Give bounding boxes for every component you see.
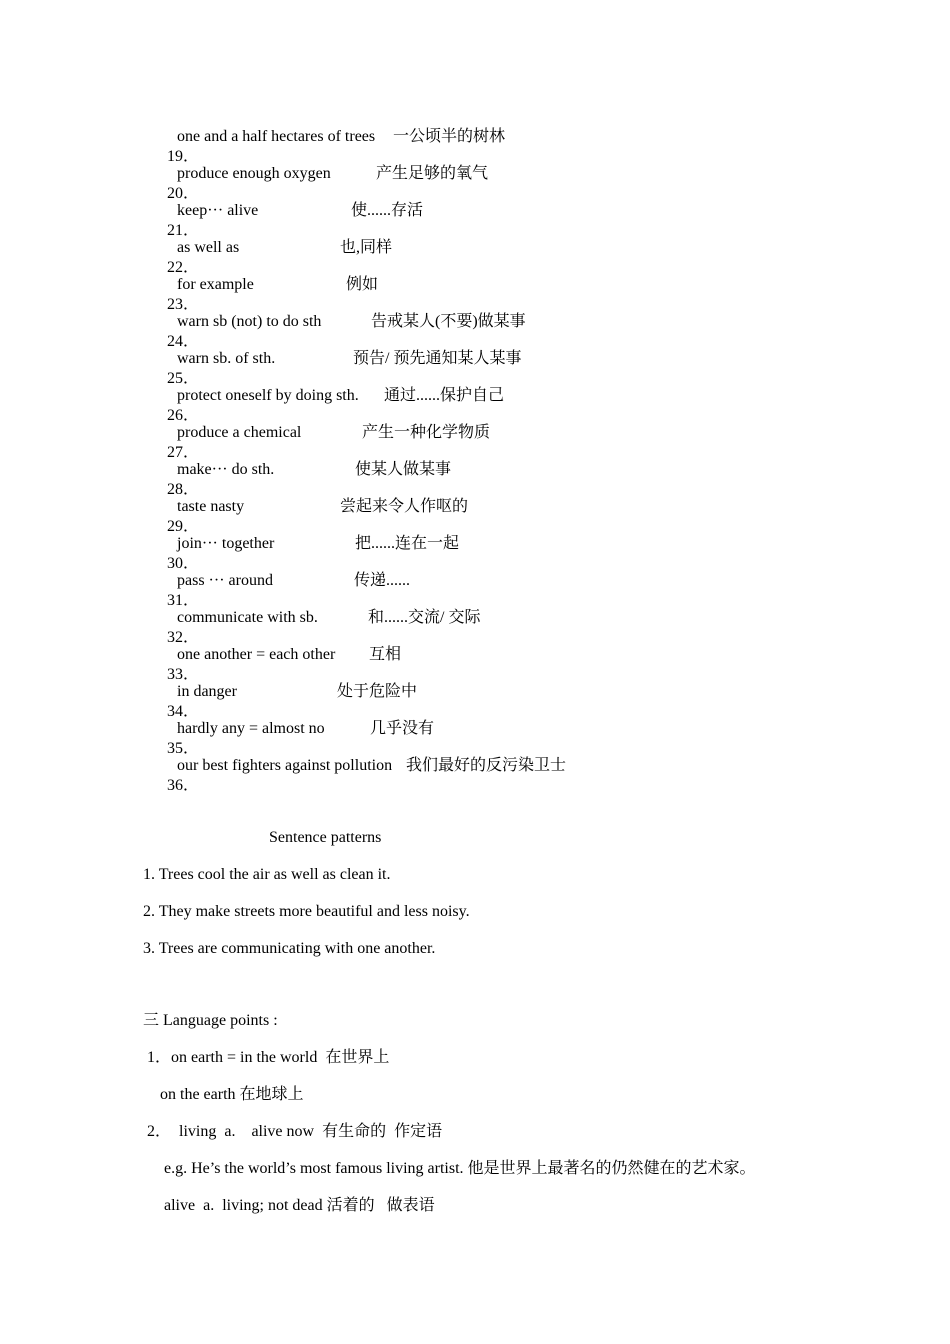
phrase-item (143, 201, 743, 239)
phrase-chinese: 使某人做某事 (355, 461, 452, 478)
phrase-chinese: 把......连在一起 (355, 535, 460, 552)
phrase-english: produce enough oxygen (177, 165, 331, 182)
phrase-number: 28． (167, 481, 200, 498)
section-heading: Sentence patterns (269, 829, 382, 846)
phrase-item (143, 386, 743, 424)
phrase-english: for example (177, 276, 254, 293)
phrase-chinese: 产生足够的氧气 (376, 165, 489, 182)
phrase-chinese: 互相 (369, 646, 402, 663)
phrase-item (143, 423, 743, 461)
phrase-english: warn sb. of sth. (177, 350, 276, 367)
phrase-number: 33． (167, 666, 200, 683)
sentence-item: 1. Trees cool the air as well as clean it. (143, 866, 391, 883)
phrase-number: 35． (167, 740, 200, 757)
phrase-item (143, 645, 743, 683)
phrase-english: hardly any = almost no (177, 720, 325, 737)
phrase-chinese: 产生一种化学物质 (362, 424, 491, 441)
phrase-number: 26． (167, 407, 200, 424)
phrase-number: 30． (167, 555, 200, 572)
phrase-english: keep··· alive (177, 202, 259, 219)
phrase-item (143, 312, 743, 350)
phrase-english: pass ··· around (177, 572, 273, 589)
phrase-english: communicate with sb. (177, 609, 318, 626)
phrase-english: one and a half hectares of trees (177, 128, 376, 145)
sentence-item: 3. Trees are communicating with one another. (143, 940, 436, 957)
phrase-item (143, 460, 743, 498)
phrase-chinese: 我们最好的反污染卫士 (406, 757, 567, 774)
phrase-item (143, 534, 743, 572)
phrase-chinese: 几乎没有 (370, 720, 435, 737)
phrase-item (143, 497, 743, 535)
phrase-number: 29． (167, 518, 200, 535)
phrase-english: as well as (177, 239, 240, 256)
phrase-chinese: 例如 (346, 276, 379, 293)
phrase-item (143, 571, 743, 609)
phrase-item (143, 608, 743, 646)
phrase-item (143, 238, 743, 276)
phrase-number: 22． (167, 259, 200, 276)
phrase-number: 23． (167, 296, 200, 313)
phrase-english: protect oneself by doing sth. (177, 387, 359, 404)
phrase-item (143, 349, 743, 387)
phrase-item (143, 682, 743, 720)
phrase-chinese: 也,同样 (340, 239, 393, 256)
phrase-number: 32． (167, 629, 200, 646)
phrase-item (143, 719, 743, 757)
language-point-line: alive a. living; not dead 活着的 做表语 (164, 1197, 435, 1214)
phrase-number: 27． (167, 444, 200, 461)
language-point-line: 2． living a. alive now 有生命的 作定语 (147, 1123, 443, 1140)
phrase-number: 25． (167, 370, 200, 387)
phrase-item (143, 275, 743, 313)
phrase-chinese: 处于危险中 (337, 683, 418, 700)
phrase-chinese: 尝起来令人作呕的 (340, 498, 469, 515)
phrase-chinese: 通过......保护自己 (384, 387, 505, 404)
language-point-line: on the earth 在地球上 (160, 1086, 304, 1103)
phrase-number: 34． (167, 703, 200, 720)
phrase-number: 19． (167, 148, 200, 165)
phrase-chinese: 使......存活 (351, 202, 424, 219)
phrase-english: one another = each other (177, 646, 336, 663)
phrase-item (143, 127, 743, 165)
phrase-english: warn sb (not) to do sth (177, 313, 322, 330)
phrase-english: our best fighters against pollution (177, 757, 393, 774)
sentence-item: 2. They make streets more beautiful and less noisy. (143, 903, 470, 920)
phrase-english: taste nasty (177, 498, 245, 515)
phrase-english: in danger (177, 683, 237, 700)
phrase-item (143, 756, 743, 794)
phrase-item (143, 164, 743, 202)
phrase-number: 21． (167, 222, 200, 239)
phrase-english: join··· together (177, 535, 275, 552)
phrase-english: produce a chemical (177, 424, 302, 441)
language-point-line: 1．on earth = in the world 在世界上 (147, 1049, 390, 1066)
section-heading: 三 Language points : (143, 1012, 278, 1029)
phrase-chinese: 一公顷半的树林 (393, 128, 506, 145)
phrase-number: 24． (167, 333, 200, 350)
phrase-number: 20． (167, 185, 200, 202)
phrase-number: 36． (167, 777, 200, 794)
language-point-line: e.g. He’s the world’s most famous living artist. 他是世界上最著名的仍然健在的艺术家。 (164, 1160, 756, 1177)
phrase-chinese: 预告/ 预先通知某人某事 (353, 350, 522, 367)
phrase-number: 31． (167, 592, 200, 609)
phrase-chinese: 传递...... (354, 572, 411, 589)
phrase-english: make··· do sth. (177, 461, 275, 478)
phrase-chinese: 告戒某人(不要)做某事 (371, 313, 526, 330)
phrase-chinese: 和......交流/ 交际 (368, 609, 481, 626)
